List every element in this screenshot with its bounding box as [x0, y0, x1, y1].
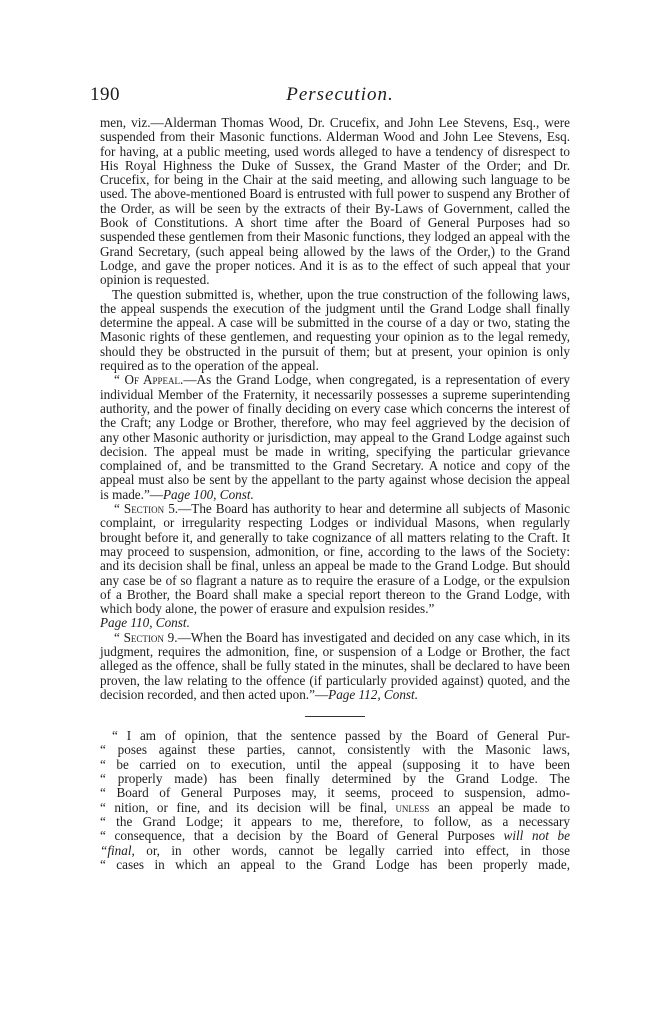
page-number: 190 [90, 84, 120, 105]
opinion-line [100, 829, 570, 843]
page-header [90, 84, 590, 110]
opinion-line: “ Board of General Purposes may, it seems, proceed to suspension, admo- [100, 785, 570, 801]
of-appeal-reference: Page 100, Const. [163, 486, 254, 502]
section-9-heading: “ Section [114, 629, 164, 645]
paragraph-section-5 [100, 502, 570, 631]
opinion-line: “ be carried on to execution, until the appeal (supposing it to have been [100, 756, 570, 772]
opinion-line-text: an appeal be made to [437, 799, 570, 815]
running-title: Persecution. [286, 84, 394, 105]
section-9-reference: Page 112, Const. [328, 686, 419, 702]
body-text [100, 116, 570, 872]
opinion-line-text: “ consequence, that a decision by the Board of General Purposes [100, 828, 495, 844]
opinion-line: “ I am of opinion, that the sentence passed by the Board of General Pur- [112, 728, 570, 744]
section-5-text: 5.—The Board has authority to hear and determine all subjects of Masonic complaint, or irregularity respecting Lodges or individual Masons, when regularly brought before it, and generally to take cognizance of all matters relating to the Craft. It may proceed to suspension, admonition, or fine, according to the laws of the Society: and its decision shall be final, unless an appeal be made to the Grand Lodge. But should any case be of so flagrant a nature as to require the erasure of a Lodge, or the expulsion of a Brother, the Board shall make a special report thereon to the Grand Lodge, with which body alone, the power of erasure and expulsion resides.” [100, 501, 570, 617]
of-appeal-text: —As the Grand Lodge, when congregated, is a representation of every individual Member of the Fraternity, it necessarily possesses a supreme superintending authority, and the power of finally deciding on every case which concerns the interest of the Craft; any Lodge or Brother, therefore, who may feel aggrieved by the decision of any other Masonic authority or jurisdiction, may appeal to the Grand Lodge against such decision. The appeal must be made in writing, specifying the particular grievance complained of, and be transmitted to the Grand Secretary. A notice and copy of the appeal must also be sent by the appellant to the party against whose decision the appeal is made.”— [100, 372, 571, 502]
opinion-line-text: or, in other words, cannot be legally carried into effect, in those [146, 842, 571, 858]
opinion-block [100, 729, 570, 872]
paragraph-question: The question submitted is, whether, upon the true construction of the following laws, the appeal suspends the execution of the judgment until the Grand Lodge shall finally determine the appeal. A case will be submitted in the course of a day or two, stating the Masonic rights of these gentlemen, and requesting your opinion as to the legal remedy, should they be obstructed in the pursuit of them; but at present, your opinion is only required as to the operation of the appeal. [100, 286, 570, 374]
opinion-italic-word: “final, [100, 842, 135, 858]
opinion-line: “ the Grand Lodge; it appears to me, therefore, to follow, as a necessary [100, 813, 570, 829]
opinion-line [100, 844, 570, 858]
opinion-line: “ cases in which an appeal to the Grand Lodge has been properly made, [100, 856, 570, 872]
opinion-line-text: “ nition, or fine, and its decision will be final, [100, 799, 387, 815]
section-5-heading: “ Section [114, 501, 165, 517]
section-divider [305, 716, 365, 717]
opinion-line [100, 801, 570, 815]
of-appeal-heading: “ Of Appeal. [114, 372, 184, 388]
paragraph-case-statement: men, viz.—Alderman Thomas Wood, Dr. Crucefix, and John Lee Stevens, Esq., were suspended from their Masonic functions. Alderman Wood and John Lee Stevens, Esq. for having, at a public meeting, used words alleged to have a tendency of disrespect to His Royal Highness the Duke of Sussex, the Grand Master of the Order; and Dr. Crucefix, for being in the Chair at the said meeting, and allowing such language to be used. The above-mentioned Board is entrusted with full power to suspend any Brother of the Order, as will be seen by the extracts of their By-Laws of Government, called the Book of Constitutions. A short time after the Board of General Purposes had so suspended these gentlemen from their Masonic functions, they lodged an appeal with the Grand Secretary, (such appeal being allowed by the laws of the Order,) to the Grand Lodge, and gave the proper notices. And it is as to the effect of such appeal that your opinion is requested. [100, 115, 570, 288]
section-9-text: 9.—When the Board has investigated and decided on any case which, in its judgment, requires the admonition, fine, or suspension of a Lodge or Brother, the fact alleged as the offence, shall be fully stated in the minutes, shall be declared to have been proven, the law relating to the offence (if particularly provided against) quoted, and the decision recorded, and then acted upon.”— [100, 629, 571, 702]
opinion-line: “ poses against these parties, cannot, consistently with the Masonic laws, [100, 742, 570, 758]
opinion-italic-phrase: will not be [503, 828, 570, 844]
opinion-line: “ properly made) has been finally determined by the Grand Lodge. The [100, 771, 570, 787]
paragraph-of-appeal [100, 373, 570, 502]
section-5-reference: Page 110, Const. [100, 615, 190, 631]
opinion-unless-word: unless [395, 799, 430, 815]
paragraph-section-9 [100, 631, 570, 702]
